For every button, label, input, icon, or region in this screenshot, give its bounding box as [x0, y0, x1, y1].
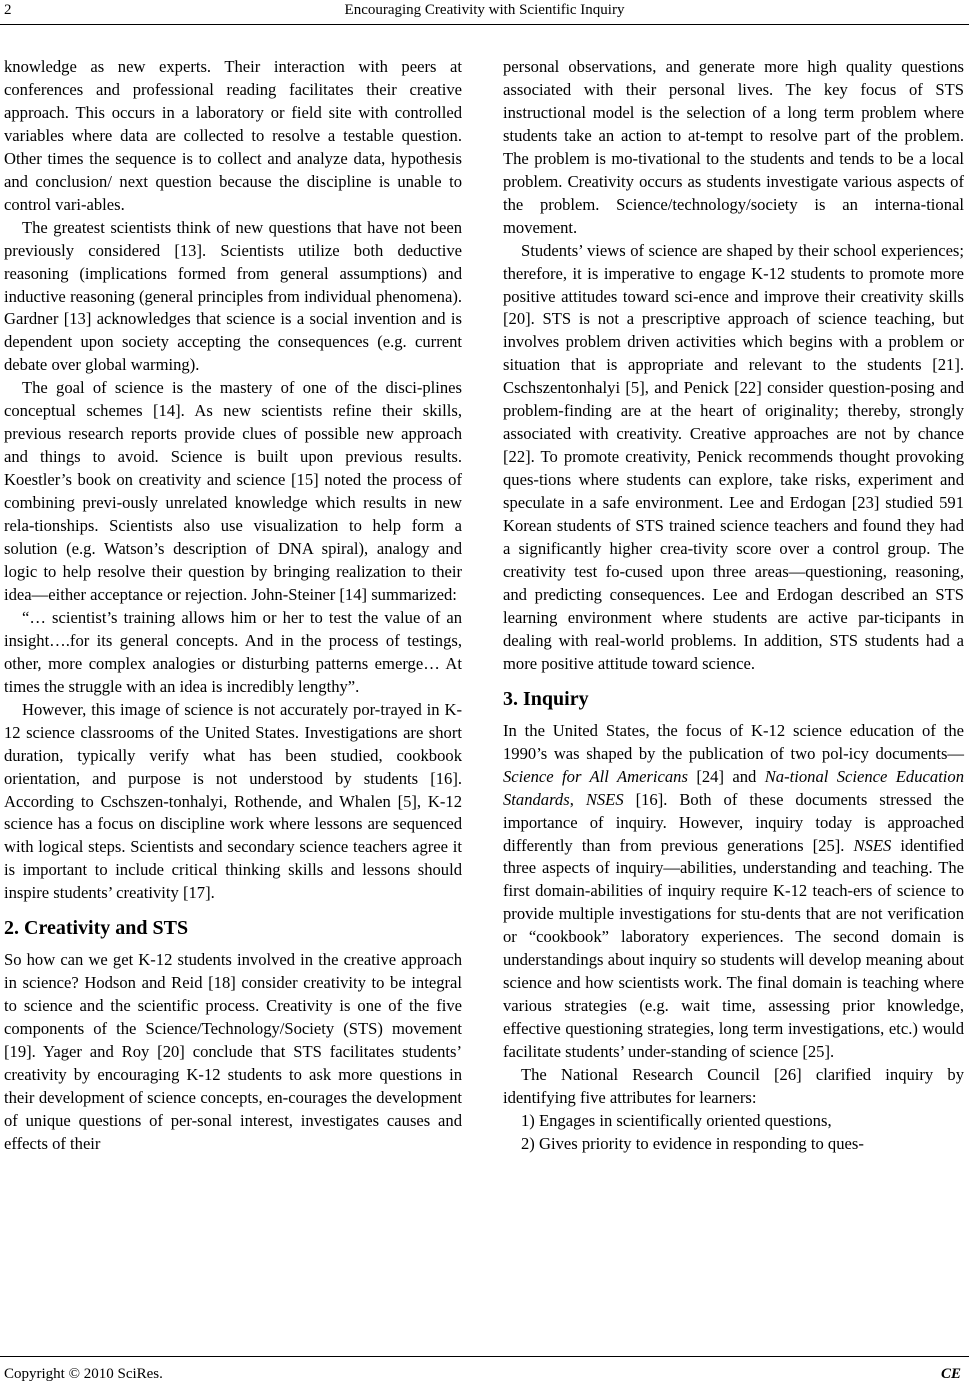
- text-run: ,: [569, 789, 586, 809]
- text-run: [16]. Both of these documents stressed the importance of inquiry. However, inquiry today is approached differently than from previous generations [25].: [503, 789, 964, 855]
- paragraph: The National Research Council [26] clarified inquiry by identifying five attributes for learners:: [503, 1065, 964, 1107]
- paragraph: However, this image of science is not accurately por-trayed in K-12 science classrooms of the United States. Investigations are short duration, typically verify what has been studied, cookbook orientation, and purpose is not understood by students [16]. According to Cschszen-tonhalyi, Rothende, and Whalen [5], K-12 science has a focus on discipline work where lessons are sequenced with logical steps. Scientists and secondary science teachers agree it is important to include critical thinking skills and lessons should inspire students’ creativity [17].: [4, 699, 462, 903]
- right-column: [503, 56, 964, 1156]
- page-footer: [0, 1356, 969, 1387]
- italic-title: Science for All Americans: [503, 766, 688, 786]
- left-column: [4, 56, 462, 1156]
- paragraph: [503, 720, 964, 1064]
- text-run: In the United States, the focus of K-12 science education of the 1990’s was shaped by the publication of two pol-icy documents—: [503, 720, 964, 763]
- paragraph: The greatest scientists think of new questions that have not been previously considered [13]. Scientists utilize both deductive reasoning (implications formed from general assumptions) and inductive reasoning (general principles from individual phenomena). Gardner [13] acknowledges that science is a social invention and is dependent upon society accepting the consequences (e.g. current debate over global warming).: [4, 217, 462, 375]
- page-number: 2: [4, 2, 12, 18]
- paragraph: knowledge as new experts. Their interaction with peers at conferences and professional reading facilitates their creative approach. This occurs in a laboratory or field site with controlled variables where data are collected to resolve a testable question. Other times the sequence is to collect and analyze data, hypothesis and conclusion/ next question because the discipline is unable to control vari-ables.: [4, 57, 462, 214]
- paragraph: So how can we get K-12 students involved in the creative approach in science? Hodson and Reid [18] consider creativity to be integral to science and the scientific process. Creativity is one of the five components of the Science/Technology/Society (STS) movement [19]. Yager and Roy [20] conclude that STS facilitates students’ creativity by encouraging K-12 students to ask more questions in their development of science concepts, en-courages the development of unique questions of per-sonal interest, investigates causes and effects of their: [4, 950, 462, 1153]
- running-title: Encouraging Creativity with Scientific Inquiry: [344, 2, 625, 18]
- italic-acronym: NSES: [853, 835, 892, 855]
- italic-acronym: NSES: [585, 789, 624, 809]
- list-item: 1) Engages in scientifically oriented questions,: [521, 1110, 832, 1130]
- block-quote: “… scientist’s training allows him or her to test the value of an insight….for its general concepts. And in the process of testings, other, more complex analogies or disturbing patterns emerge… At times the struggle with an idea is incredibly lengthy”.: [4, 607, 462, 696]
- list-item: 2) Gives priority to evidence in responding to ques-: [521, 1133, 864, 1153]
- italic-title: Na-tional Science Education Standards: [503, 766, 965, 809]
- text-run: identified three aspects of inquiry—abilities, understanding and teaching. The first domain-abilities of inquiry require K-12 teach-ers of science to provide multiple investigations for stu-dents that are not verification or “cookbook” laboratory experiences. The second domain is understandings about inquiry so students will develop meaning about science and how scientists work. The final domain is teaching where various strategies (e.g. wait time, assessing prior knowledge, effective questioning strategies, long term investigations, etc.) would facilitate students’ under-standing of science [25].: [503, 835, 964, 1062]
- paragraph: Students’ views of science are shaped by their school experiences; therefore, it is imperative to engage K-12 students to promote more positive attitudes toward sci-ence and improve their creativity skills [20]. STS is not a prescriptive approach of science teaching, but involves problem driven activities which begins with a problem or situation that is appropriate and relevant to the students [21]. Cschszentonhalyi [5], and Penick [22] consider question-posing and problem-finding are at the heart of originality; thereby, strongly associated with creativity. Creative approaches are not by chance [22]. To promote creativity, Penick recommends thought provoking ques-tions where students can explore, take risks, experiment and speculate in a safe environment. Lee and Erdogan [23] studied 591 Korean students of STS trained science teachers and found they had a significantly higher crea-tivity score over a control group. The creativity test fo-cused upon three areas—questioning, reasoning, and predicting consequences. Lee and Erdogan described an STS learning environment where students are active par-ticipants in dealing with real-world problems. In addition, STS students had a more positive attitude toward science.: [503, 240, 964, 673]
- paragraph: The goal of science is the mastery of one of the disci-plines conceptual schemes [14]. As new scientists refine their skills, previous research reports provide clues of possible new approach and things to avoid. Science is built upon previous results. Koestler’s book on creativity and science [15] noted the process of combining previ-ously unrelated knowledge which results in new rela-tionships. Scientists also use visualization to help form a solution (e.g. Watson’s description of DNA spiral), analogy and logic to help resolve their question by bringing realization to their idea—either acceptance or rejection. John-Steiner [14] summarized:: [4, 378, 462, 604]
- paragraph: personal observations, and generate more high quality questions associated with their personal lives. The key focus of STS instructional model is the selection of a long term problem where students take an action to at-tempt to resolve part of the problem. The problem is mo-tivational to the students and tends to be a local problem. Creativity occurs as students investigate various aspects of the problem. Science/technology/society is an interna-tional movement.: [503, 57, 964, 237]
- section-heading: 2. Creativity and STS: [4, 917, 189, 940]
- page-header: [0, 0, 969, 25]
- copyright-notice: Copyright © 2010 SciRes.: [4, 1366, 163, 1382]
- text-run: [24] and: [687, 766, 765, 786]
- section-heading: 3. Inquiry: [503, 687, 589, 710]
- journal-abbreviation: CE: [940, 1366, 961, 1382]
